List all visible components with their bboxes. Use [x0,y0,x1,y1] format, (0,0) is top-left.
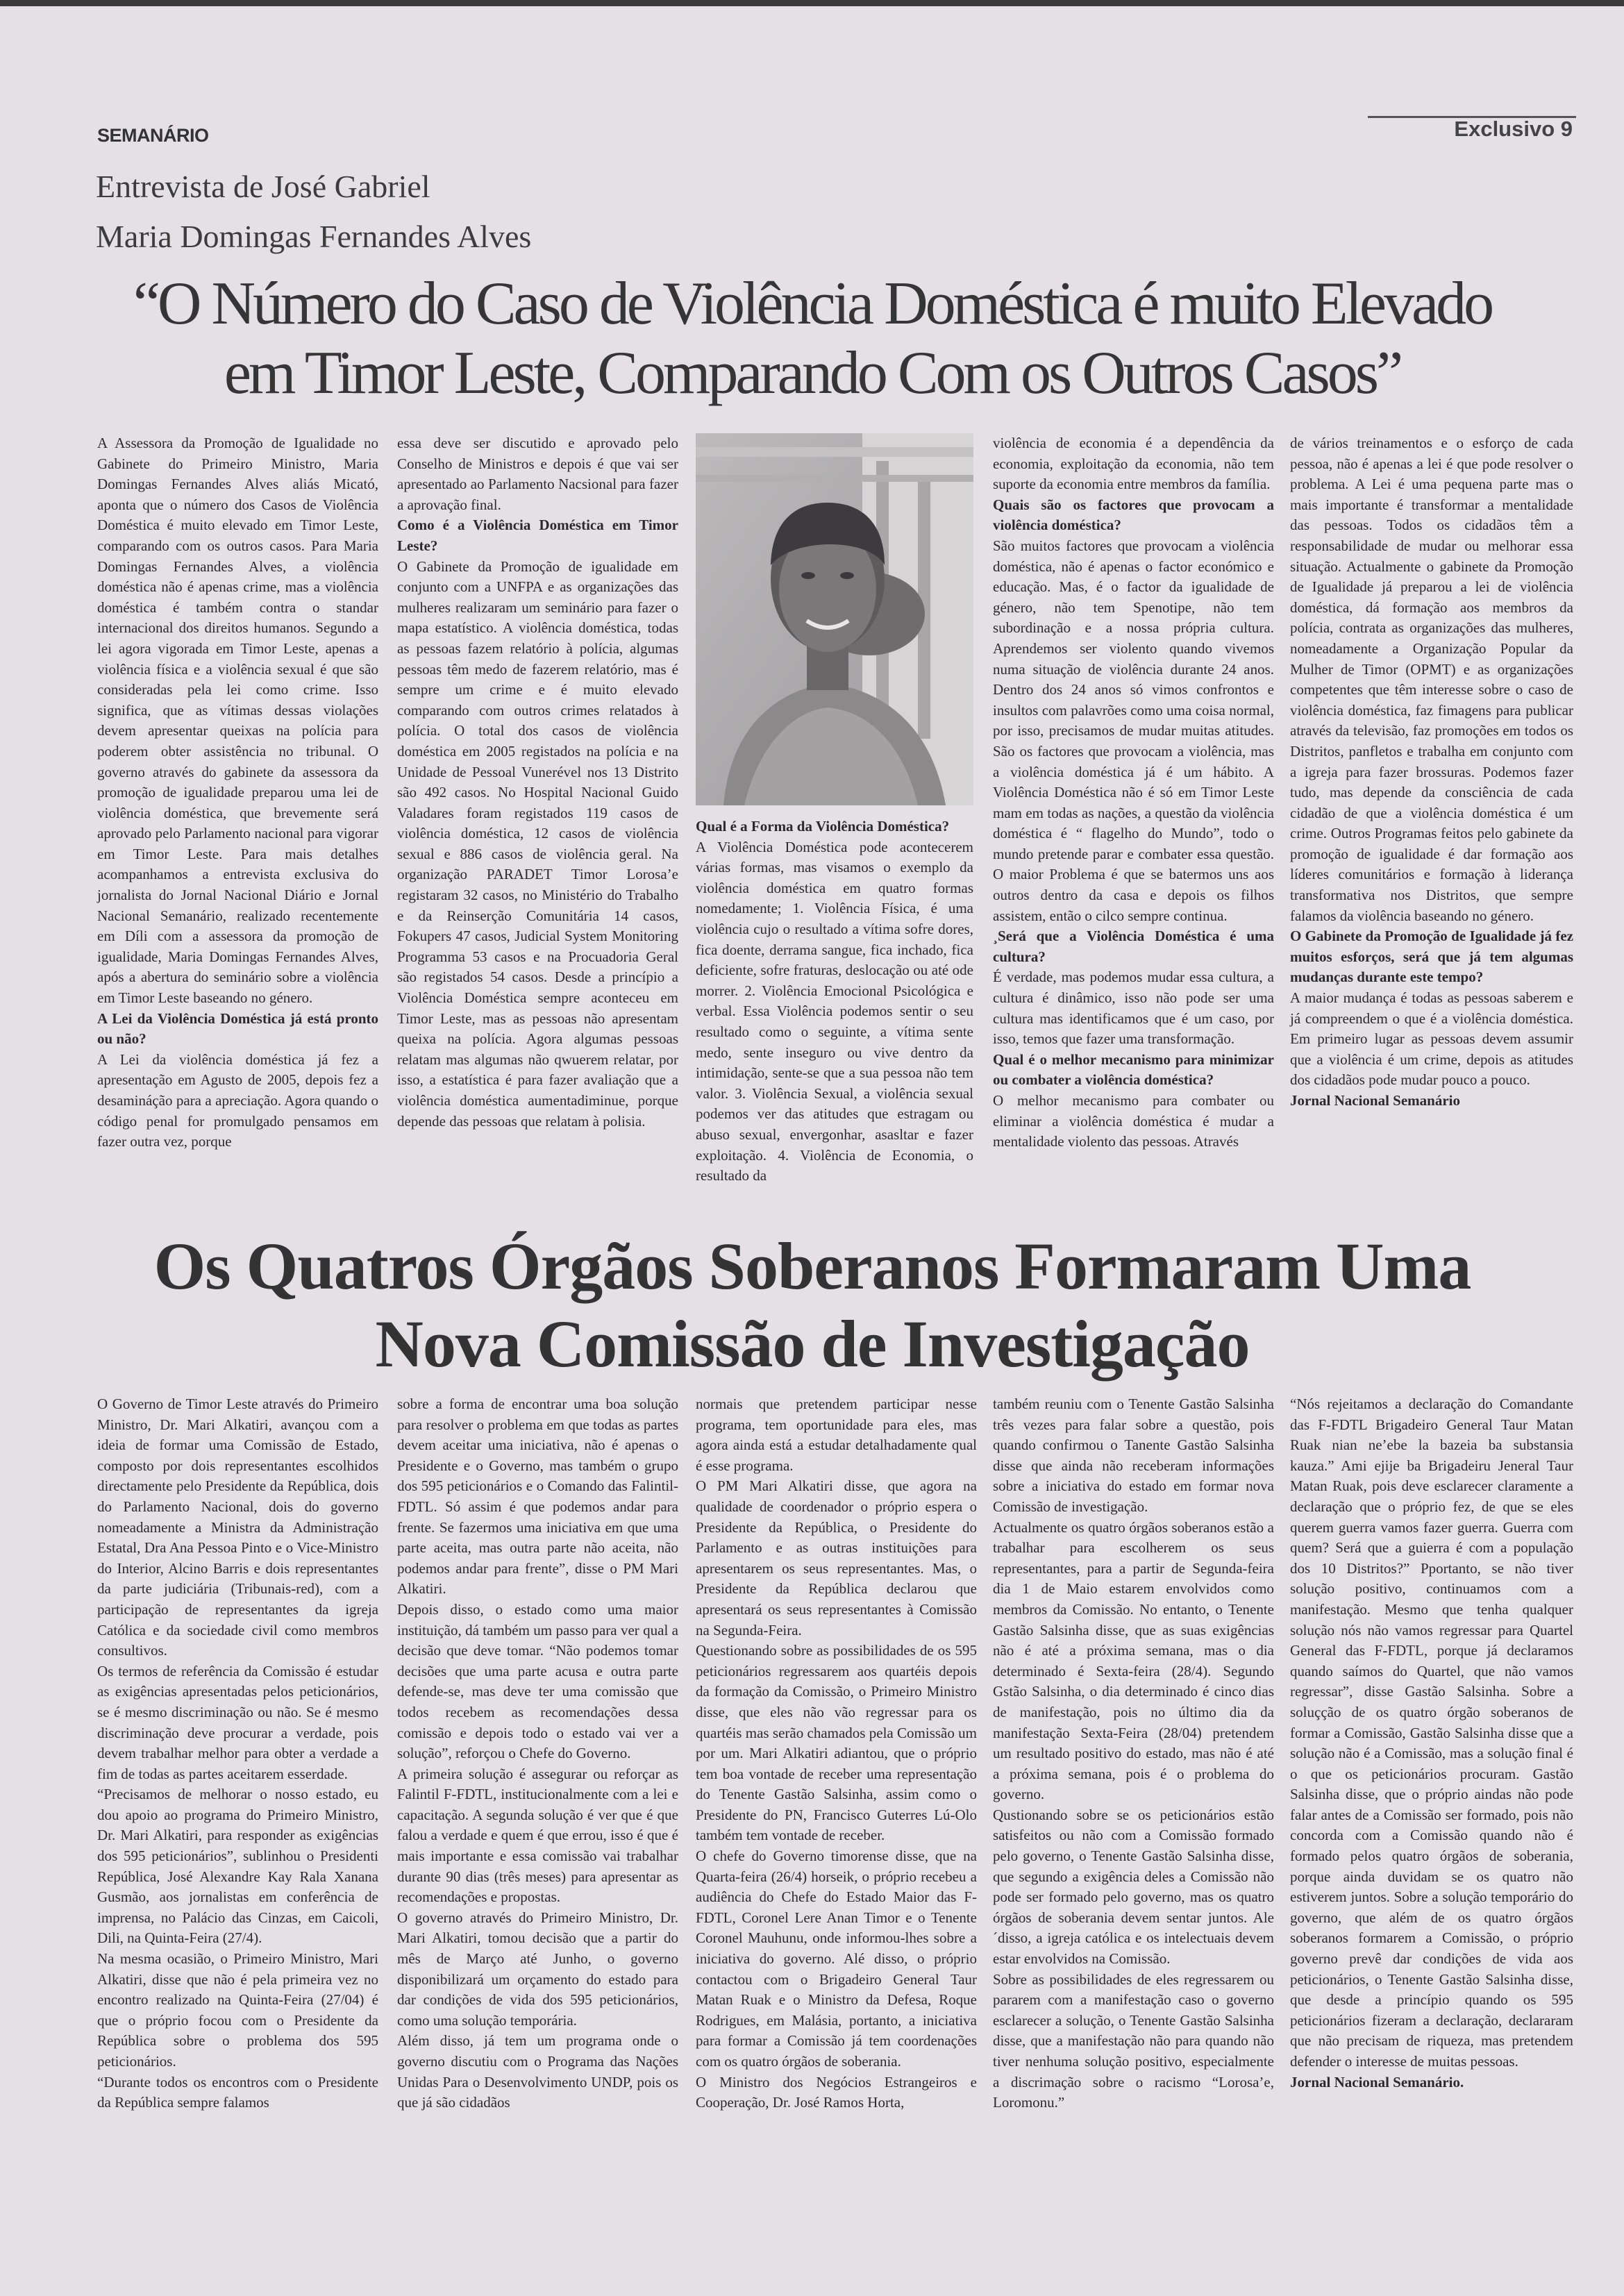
article2-headline-line1: Os Quatros Órgãos Soberanos Formaram Uma [153,1229,1471,1303]
body-paragraph: O Governo de Timor Leste através do Primeiro Ministro, Dr. Mari Alkatiri, avançou com a ideia de formar uma Comissão de Estado, composto por dois representantes escolhidos directamente pelo Presidente da República, dois do Parlamento Nacional, dois do governo nomeadamente a Ministra da Administração Estatal, Dra Ana Pessoa Pinto e o Vice-Ministro do Interior, Alcino Barris e dois representantes da parte judiciária (Tribunais-red), com a participação de representantes da igreja Católica e da sociedade civil como membros consultivos. [97,1396,378,1659]
body-paragraph: essa deve ser discutido e aprovado pelo Conselho de Ministros e depois é que vai ser apresentado ao Parlamento Nacsional para fazer a aprovação final. [397,435,678,513]
body-paragraph: É verdade, mas podemos mudar essa cultura, a cultura é dinâmico, isso não pode ser uma cultura mas identificamos que é um caso, por isso, temos que fazer uma transformação. [993,969,1274,1048]
body-paragraph: Questionando sobre as possibilidades de os 595 peticionários regressarem aos quartéis depois da formação da Comissão, o Primeiro Ministro disse, que eles não vão regressar para os quartéis mas serão chamados pela Comissão um por um. Mari Alkatiri adiantou, que o próprio tem boa vontade de receber uma representação do Tenente Gastão Salsinha, assim como o Presidente do PN, Francisco Guterres Lú-Olo também tem vontade de receber. [696,1642,977,1844]
article2-column-1 [97,1394,378,2113]
body-paragraph: São muitos factores que provocam a violência doméstica, não é apenas o factor económico e educação. Mas, é o factor da igualidade de género, não tem Spenotipe, não tem subordinação e a nossa própria cultura. Aprendemos ser violento quando vivemos numa situação de violência durante 24 anos. Dentro dos 24 anos só vimos confrontos e insultos com palavrões como uma coisa normal, por isso, precisamos de mudar muitas atitudes. São os factores que provocam a violência, mas a violência doméstica já é um hábito. A Violência Doméstica não é só em Timor Leste mam em todas as nações, a questão da violência doméstica é “ flagelho do Mundo”, todo o mundo pretende parar e combater essa questão. O maior Problema é que se batermos uns aos outros dentro da casa e depois os filhos assistem, então o cilco sempre continua. [993,537,1274,924]
interviewee-photo [696,433,973,805]
body-paragraph: violência de economia é a dependência da economia, exploitação da economia, não tem suporte da economia entre membros da família. [993,435,1274,493]
article1-headline [69,269,1555,408]
article1-column-3 [696,816,973,1187]
body-paragraph: A maior mudança é todas as pessoas saberem e já compreendem o que é a violência doméstica. Em primeiro lugar as pessoas devem assumir que a violência é um crime, depois as atitudes dos cidadãos pode mudar pouco a pouco. [1290,989,1573,1089]
body-paragraph: O chefe do Governo timorense disse, que na Quarta-feira (26/4) horseik, o próprio recebeu a audiência do Chefe do Estado Maior das F-FDTL, Coronel Lere Anan Timor e o Tenente Coronel Mauhunu, onde informou-lhes sobre a iniciativa do governo. Alé disso, o próprio contactou com o Brigadeiro General Taur Matan Ruak e o Ministro da Defesa, Roque Rodrigues, em Malásia, portanto, a iniciativa para formar a Comissão já tem coordenações com os quatro órgãos de soberania. [696,1847,977,2070]
question-paragraph: Qual é a Forma da Violência Doméstica? [696,818,950,835]
body-paragraph: A Assessora da Promoção de Igualidade no Gabinete do Primeiro Ministro, Maria Domingas Fernandes Alves aliás Micató, aponta que o número dos Casos de Violência Doméstica é muito elevado em Timor Leste, comparando com os outros casos. Para Maria Domingas Fernandes Alves, a violência doméstica não é apenas crime, mas a violência doméstica é também contra o standar internacional dos direitos humanos. Segundo a lei agora vigorada em Timor Leste, apenas a violência física e a violência sexual é que são consideradas pela lei como crime. Isso significa, que as vítimas dessas violações devem apresentar queixas na polícia para poderem obter assistência no tribunal. O governo através do gabinete da assessora da promoção de igualidade preparou uma lei de violência doméstica, que brevemente será aprovado pelo Parlamento nacional para vigorar em Timor Leste. Para mais detalhes acompanhamos a entrevista exclusiva do jornalista do Jornal Nacional Diário e Jornal Nacional Semanário, realizado recentemente em Díli com a assessora da promoção de igualidade, Maria Domingas Fernandes Alves, após a abertura do seminário sobre a violência em Timor Leste baseando no género. [97,435,378,1007]
body-paragraph: A Violência Doméstica pode acontecerem várias formas, mas visamos o exemplo da violência doméstica em quatro formas nomedamente; 1. Violência Física, é uma violência cujo o resultado a vítima sofre dores, fica doente, derrama sangue, fica inchado, fica deficiente, sofre fraturas, deslocação ou até ode morrer. 2. Violência Emocional Psicológica e verbal. Essa Violência podemos sentir o seu resultado como o seguinte, a vítima sente medo, sente inseguro ou vive dentro da intimidação, sente-se que a sua pessoa não tem valor. 3. Violência Sexual, a violência sexual podemos ver das atitudes que estragam ou abuso sexual, envergonhar, asasltar e fazer exploitação. 4. Violência de Economia, o resultado da [696,838,973,1184]
byline-interviewer: Entrevista de José Gabriel [96,169,430,204]
body-paragraph: “Nós rejeitamos a declaração do Comandante das F-FDTL Brigadeiro General Taur Matan Ruak nian ne’ebe la bazeia ba substansia kauza.” Ami ejije ba Brigadeiru Jeneral Taur Matan Ruak, pois deve esclarecer claramente a declaração que o próprio fez, de que se eles querem guerra vamos fazer guerra. Guerra com quem? Será que a guierra é com a população dos 10 Distritos?” Pportanto, se não tiver solução positivo, continuamos com a manifestação. Mesmo que tenha qualquer solução nós não vamos regressar para Quartel General das F-FDTL, porque já declaramos quando saímos do Quartel, que não vamos regressar”, disse Gastão Salsinha. Sobre a soluçção de os quatro órgão soberanos de formar a Comissão, Gastão Salsinha disse que a solução não é a Comissão, mas a solução final é o que os peticionários procuram. Gastão Salsinha disse, que o próprio aindas não pode falar antes de a Comissão ser formado, pois não concorda com a Comissão quando não é formado pelos quatro órgãos de soberania, porque ainda duvidam se os quatro não estiverem juntos. Sobre a solução temporário do governo, que além de os quatro órgãos soberanos formarem a Comissão, o próprio governo prevê dar condições de vida aos peticionários, o Tenente Gastão Salsinha disse, que desde a princípio quando os 595 peticionários fizeram a declaração, declararam que não precisam de riqueza, mas pretendem defender o interesse de muitas pessoas. [1290,1396,1573,2070]
question-paragraph: Jornal Nacional Semanário. [1290,2073,1464,2090]
body-paragraph: O PM Mari Alkatiri disse, que agora na qualidade de coordenador o próprio espera o Presidente da República, o Presidente do Parlamento e as outras instituições para apresentarem os seus representantes. Mas, o Presidente da República declarou que apresentará os seus representantes à Comissão na Segunda-Feira. [696,1477,977,1639]
body-paragraph: “Precisamos de melhorar o nosso estado, eu dou apoio ao programa do Primeiro Ministro, Dr. Mari Alkatiri, para responder as exigências dos 595 peticionários”, sublinhou o Presidenti República, José Alexandre Kay Rala Xanana Gusmão, aos jornalistas em conferência de imprensa, no Palácio das Cinzas, em Caicoli, Dili, na Quinta-Feira (27/4). [97,1786,378,1947]
question-paragraph: A Lei da Violência Doméstica já está pronto ou não? [97,1009,378,1048]
article1-column-5 [1290,433,1573,1112]
body-paragraph: Os termos de referência da Comissão é estudar as exigências apresentadas pelos peticionários, se é mesmo discriminação ou não. Se é mesmo discriminação deve procurar a verdade, pois devem trabalhar melhor para obter a verdade a fim de todas as partes aceitarem esserdade. [97,1662,378,1782]
body-paragraph: Além disso, já tem um programa onde o governo discutiu com o Programa das Nações Unidas Para o Desenvolvimento UNDP, pois os que já são cidadãos [397,2032,678,2111]
question-paragraph: Quais são os factores que provocam a violência doméstica? [993,496,1274,534]
body-paragraph: O melhor mecanismo para combater ou eliminar a violência doméstica é mudar a mentalidade violento das pessoas. Através [993,1092,1274,1150]
body-paragraph: normais que pretendem participar nesse programa, tem oportunidade para eles, mas agora ainda está a estudar detalhadamente qual é esse programa. [696,1396,977,1474]
article2-column-3 [696,1394,977,2113]
article1-column-4 [993,433,1274,1153]
body-paragraph: A Lei da violência doméstica já fez a apresentação em Agusto de 2005, depois fez a desamináção para a apreciação. Agora quando o código penal for promulgado pensamos em fazer outra vez, porque [97,1050,378,1150]
article2-headline [62,1227,1562,1383]
body-paragraph: Sobre as possibilidades de eles regressarem ou pararem com a manifestação caso o governo esclarecer a solução, o Tenente Gastão Salsinha disse, que a manifestação não para quando não tiver nenhuma solução positivo, especialmente a discrimação sobre o racismo “Lorosa’e, Loromonu.” [993,1970,1274,2111]
body-paragraph: Qustionando sobre se os peticionários estão satisfeitos ou não com a Comissão formado pelo governo, o Tenente Gastão Salsinha disse, que segundo a exigência deles a Comissão não pode ser formado pelo governo, mas os quatro órgãos de soberania devem sentar juntos. Ale´disso, a igreja católica e os intelectuais devem estar envolvidos na Comissão. [993,1806,1274,1968]
body-paragraph: Actualmente os quatro órgãos soberanos estão a trabalhar para escolherem os seus representantes, para a partir de Segunda-feira dia 1 de Maio estarem envolvidos como membros da Comissão. No entanto, o Tenente Gastão Salsinha disse, que as suas exigências não é até a próxima semana, mas o dia determinado é Sexta-feira (28/4). Segundo Gstão Salsinha, o dia determinado é cinco dias de manifestação, pois no último dia da manifestação Sexta-Feira (28/04) pretendem um resultado positivo do estado, mas não é até a próxima semana, pois é o problema do governo. [993,1518,1274,1803]
question-paragraph: Jornal Nacional Semanário [1290,1092,1460,1109]
article1-column-1 [97,433,378,1153]
question-paragraph: O Gabinete da Promoção de Igualidade já fez muitos esforços, será que já tem algumas mudanças durante este tempo? [1290,928,1573,986]
body-paragraph: Na mesma ocasião, o Primeiro Ministro, Mari Alkatiri, disse que não é pela primeira vez no encontro realizado na Quinta-Feira (27/04) é que o próprio focou com o Presidente da República sobre o problema dos 595 peticionários. [97,1950,378,2070]
body-paragraph: O Ministro dos Negócios Estrangeiros e Cooperação, Dr. José Ramos Horta, [696,2073,977,2111]
article2-column-5 [1290,1394,1573,2093]
body-paragraph: também reuniu com o Tenente Gastão Salsinha três vezes para falar sobre a questão, pois quando confirmou o Tanente Gastão Salsinha disse que ainda não receberam informações sobre a iniciativa do estado em formar nova Comissão de investigação. [993,1396,1274,1515]
question-paragraph: Qual é o melhor mecanismo para minimizar ou combater a violência doméstica? [993,1050,1274,1089]
section-label: Exclusivo 9 [1454,117,1573,141]
article1-headline-line2: em Timor Leste, Comparando Com os Outros Casos” [224,340,1401,407]
body-paragraph: O governo através do Primeiro Ministro, Dr. Mari Alkatiri, tomou decisão que a partir do mês de Março até Junho, o governo disponibilizará um orçamento do estado para dar condições de vida dos 595 peticionários, como uma solução temporária. [397,1909,678,2029]
article1-headline-line1: “O Número do Caso de Violência Doméstica é muito Elevado [133,270,1492,337]
body-paragraph: A primeira solução é assegurar ou reforçar as Falintil F-FDTL, institucionalmente com a lei e capacitação. A segunda solução é ver que é que falou a verdade e quem é que errou, isso é que é mais importante e essa comissão vai trabalhar durante 90 dias (três meses) para apresentar as recomendações e propostas. [397,1765,678,1906]
body-paragraph: Depois disso, o estado como uma maior instituição, dá também um passo para ver qual a decisão que deve tomar. “Não podemos tomar decisões que uma parte acusa e outra parte defende-se, mas deve ter uma comissão que todos recebem as recomendações dessa comissão e depois todo o estado vai ver a solução”, reforçou o Chefe do Governo. [397,1600,678,1762]
article2-column-4 [993,1394,1274,2113]
byline-interviewee: Maria Domingas Fernandes Alves [96,219,532,254]
masthead: SEMANÁRIO [97,125,209,146]
top-border [0,0,1624,6]
body-paragraph: de vários treinamentos e o esforço de cada pessoa, não é apenas a lei é que pode resolver o problema. A Lei é uma pequena parte mas o mais importante é transformar a mentalidade das pessoas. Todos os cidadãos têm a responsabilidade de mudar ou melhorar essa situação. Actualmente o gabinete da Promoção de Igualidade já preparou a lei de violência doméstica, dá formação aos membros da polícia, contrata as organizações das mulheres, nomeadamente a Organização Popular da Mulher de Timor (OPMT) e as organizações competentes que têm interesse sobre o caso de violência doméstica, faz fimagens para publicar através da televisão, faz promoções em todos os Distritos, panfletos e trabalha em conjunto com a igreja para fazer brossuras. Podemos fazer tudo, mas depende da consciência de cada cidadão de que a violência doméstica é um crime. Outros Programas feitos pelo gabinete da promoção de igualidade é dar formação aos líderes comunitários e formação à liderança transformativa nos Distritos, que sempre falamos da violência baseando no género. [1290,435,1573,924]
article2-column-2 [397,1394,678,2113]
article2-headline-line2: Nova Comissão de Investigação [375,1307,1250,1381]
question-paragraph: ¸Será que a Violência Doméstica é uma cultura? [993,928,1274,965]
question-paragraph: Como é a Violência Doméstica em Timor Leste? [397,517,678,554]
article1-column-2 [397,433,678,1132]
body-paragraph: sobre a forma de encontrar uma boa solução para resolver o problema em que todas as partes devem aceitar uma iniciativa, não é apenas o Presidente e o Governo, mas também o grupo dos 595 peticionários e o Comando das Falintil-FDTL. Só assim é que podemos andar para frente. Se fazermos uma iniciativa em que uma parte aceita, mas outra parte não aceita, não podemos andar para frente”, disse o PM Mari Alkatiri. [397,1396,678,1598]
body-paragraph: “Durante todos os encontros com o Presidente da República sempre falamos [97,2073,378,2111]
body-paragraph: O Gabinete da Promoção de igualidade em conjunto com a UNFPA e as organizações das mulheres realizaram um seminário para fazer o mapa estatístico. A violência doméstica, todas as pessoas fazem relatório à polícia, algumas pessoas têm medo de fazerem relatório, mas é sempre um crime e é muito elevado comparando com outros crimes relatados à polícia. O total dos casos de violência doméstica em 2005 registados na polícia e na Unidade de Pessoal Vunerével nos 13 Distrito são 492 casos. No Hospital Nacional Guido Valadares foram registados 119 casos de violência doméstica, 12 casos de violência sexual e 886 casos de violência geral. Na organização PARADET Timor Lorosa’e registaram 32 casos, no Ministério do Trabalho e da Reinserção Comunitária 14 casos, Fokupers 47 casos, Judicial System Monitoring Programma 53 casos e na Procuadoria Geral são registados 54 casos. Desde a princípio a Violência Doméstica sempre aconteceu em Timor Leste, mas as pessoas não apresentam queixa na polícia. Agora algumas pessoas relatam mas algumas não qwuerem relatar, por isso, a estatística é para fazer avaliação que a violência doméstica aumentadiminue, porque depende das pessoas que relatam à polisia. [397,558,678,1130]
